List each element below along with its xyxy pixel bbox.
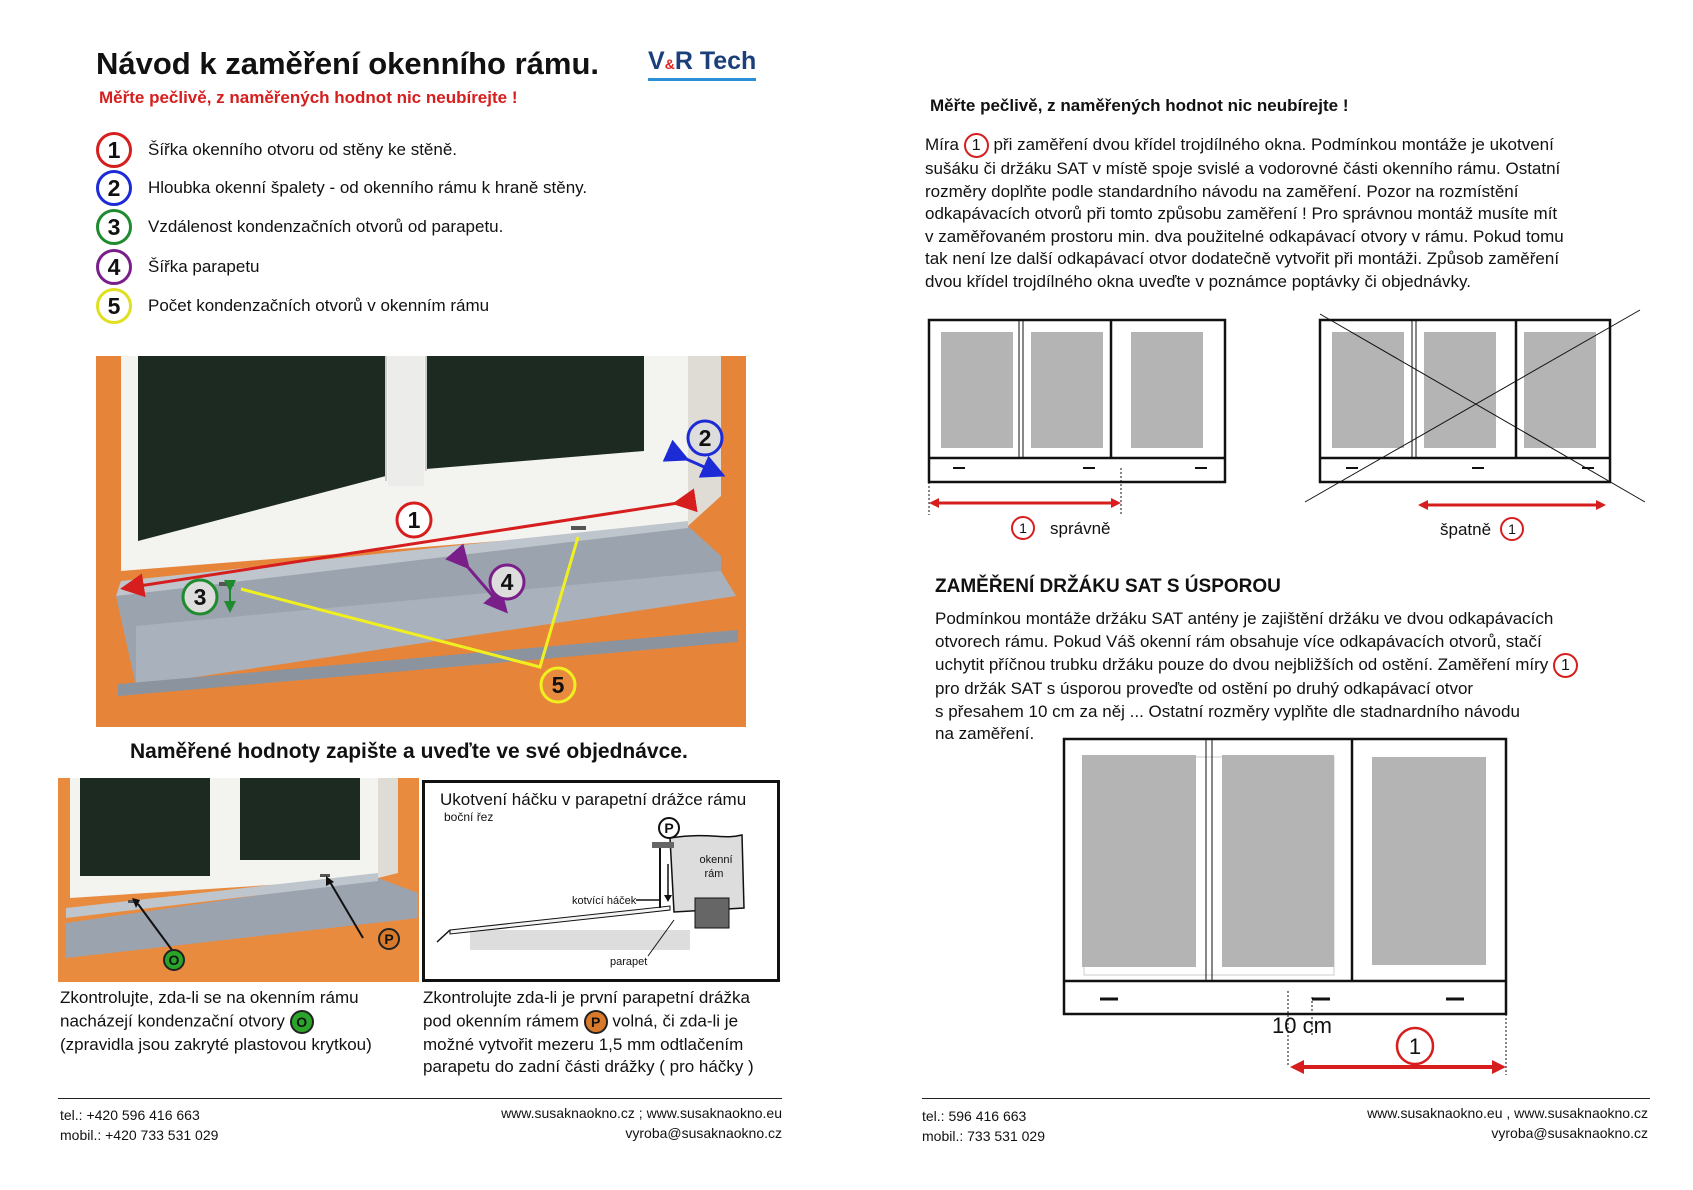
wrong-measurement-diagram <box>1300 306 1650 546</box>
number-badge: 2 <box>96 170 132 206</box>
wrong-label: špatně <box>1440 520 1492 539</box>
email-link[interactable]: vyroba@susaknaokno.cz <box>1491 1125 1648 1141</box>
ram-label: rám <box>704 868 724 880</box>
number-badge: 4 <box>96 249 132 285</box>
p-icon: P <box>384 931 394 947</box>
warning-text: Měřte pečlivě, z naměřených hodnot nic neubírejte ! <box>99 88 518 107</box>
legend-text: Počet kondenzačních otvorů v okenním rámu <box>148 296 490 315</box>
okenni-label: okenní <box>699 854 733 866</box>
caption-sill-groove: Zkontrolujte zda-li je první parapetní drážka pod okenním rámem P volná, či zda-li je možné vytvořit mezeru 1,5 mm odtlačením parapetu do zadní části drážky ( pro háčky ) <box>423 988 754 1076</box>
legend-item-4 <box>96 249 260 285</box>
email-link[interactable]: vyroba@susaknaokno.cz <box>625 1125 782 1141</box>
hook-section-diagram <box>422 780 780 982</box>
paragraph-sat: Podmínkou montáže držáku SAT antény je zajištění držáku ve dvou odkapávacích otvorech rámu. Pokud Váš okenní rám obsahuje více odkapávacích otvorů, stačí uchytit příčnou trubku držáku pouze do dvou nejbližších od ostění. Zaměření míry 1 pro držák SAT s úsporou proveďte od ostění po druhý odkapávací otvor s přesahem 10 cm za něj ... Ostatní rozměry vyplňte dle stadnardního návodu na zaměření. <box>935 608 1655 746</box>
legend-item-2 <box>96 170 587 206</box>
dimension-10cm: 10 cm <box>1272 1013 1332 1038</box>
badge-1: 1 <box>407 507 421 533</box>
section-heading-sat: ZAMĚŘENÍ DRŽÁKU SAT S ÚSPOROU <box>935 576 1281 597</box>
number-badge: 1 <box>96 132 132 168</box>
legend-text: Hloubka okenní špalety - od okenního rámu k hraně stěny. <box>148 178 588 197</box>
o-icon: O <box>290 1010 314 1034</box>
legend-item-5 <box>96 288 489 324</box>
legend-text: Šířka parapetu <box>148 257 260 276</box>
badge-1: 1 <box>1019 520 1027 536</box>
kotvici-label: kotvící háček <box>572 895 637 907</box>
legend-text: Vzdálenost kondenzačních otvorů od parapetu. <box>148 217 504 236</box>
number-badge: 5 <box>96 288 132 324</box>
window-measurement-illustration <box>96 356 746 727</box>
o-icon: O <box>168 952 180 968</box>
footer-contacts-right: tel.: 596 416 663 mobil.: 733 531 029 <box>922 1108 1045 1144</box>
number-badge: 1 <box>964 133 989 158</box>
badge-4: 4 <box>500 569 514 595</box>
footer-divider <box>58 1098 782 1099</box>
parapet-label: parapet <box>610 956 648 968</box>
sill-photo-small <box>58 778 419 982</box>
warning-text-right: Měřte pečlivě, z naměřených hodnot nic neubírejte ! <box>930 96 1349 115</box>
footer-web-right <box>1367 1103 1648 1143</box>
brand-logo: V&R Tech <box>648 48 756 81</box>
sat-measurement-diagram <box>1060 735 1520 1090</box>
footer-divider <box>922 1098 1650 1099</box>
section-subheading: Naměřené hodnoty zapište a uveďte ve své objednávce. <box>130 740 688 763</box>
diagram-title: Ukotvení háčku v parapetní drážce rámu <box>440 790 747 809</box>
number-badge: 3 <box>96 209 132 245</box>
footer-contacts: tel.: +420 596 416 663 mobil.: +420 733 531 029 <box>60 1107 219 1143</box>
correct-label: správně <box>1050 519 1111 538</box>
website-link[interactable]: www.susaknaokno.cz ; www.susaknaokno.eu <box>501 1105 782 1121</box>
legend-item-3 <box>96 209 503 245</box>
badge-1: 1 <box>1508 521 1516 537</box>
badge-3: 3 <box>193 584 207 610</box>
caption-drain-holes: Zkontrolujte, zda-li se na okenním rámu nacházejí kondenzační otvory O (zpravidla jsou zakryté plastovou krytkou) <box>60 988 372 1054</box>
legend-text: Šířka okenního otvoru od stěny ke stěně. <box>148 140 458 159</box>
p-icon: P <box>584 1010 608 1034</box>
diagram-subtitle: boční řez <box>444 810 494 824</box>
badge-1: 1 <box>1408 1034 1422 1059</box>
legend-item-1 <box>96 132 457 168</box>
number-badge: 1 <box>1553 653 1578 678</box>
website-link[interactable]: www.susaknaokno.eu , www.susaknaokno.cz <box>1367 1105 1648 1121</box>
badge-5: 5 <box>551 672 565 698</box>
badge-2: 2 <box>698 425 712 451</box>
footer-web <box>501 1103 782 1143</box>
page-title: Návod k zaměření okenního rámu. <box>96 46 600 81</box>
paragraph-triple-window: Míra 1 při zaměření dvou křídel trojdílného okna. Podmínkou montáže je ukotvení sušáku či držáku SAT v místě spoje svislé a vodorovné části okenního rámu. Ostatní rozměry doplňte podle standardního návodu na zaměření. Pozor na rozmístění odkapávacích otvorů při tomto způsobu zaměření ! Pro správnou montáž musíte mít v zaměřovaném prostoru min. dva použitelné odkapávací otvory v rámu. Pokud tomu tak není lze další odkapávací otvor dodatečně vytvořit při montáži. Způsob zaměření dvou křídel trojdílného okna uveďte v poznámce poptávky či objednávky. <box>925 134 1564 291</box>
p-label: P <box>664 820 674 836</box>
correct-measurement-diagram <box>925 310 1235 545</box>
